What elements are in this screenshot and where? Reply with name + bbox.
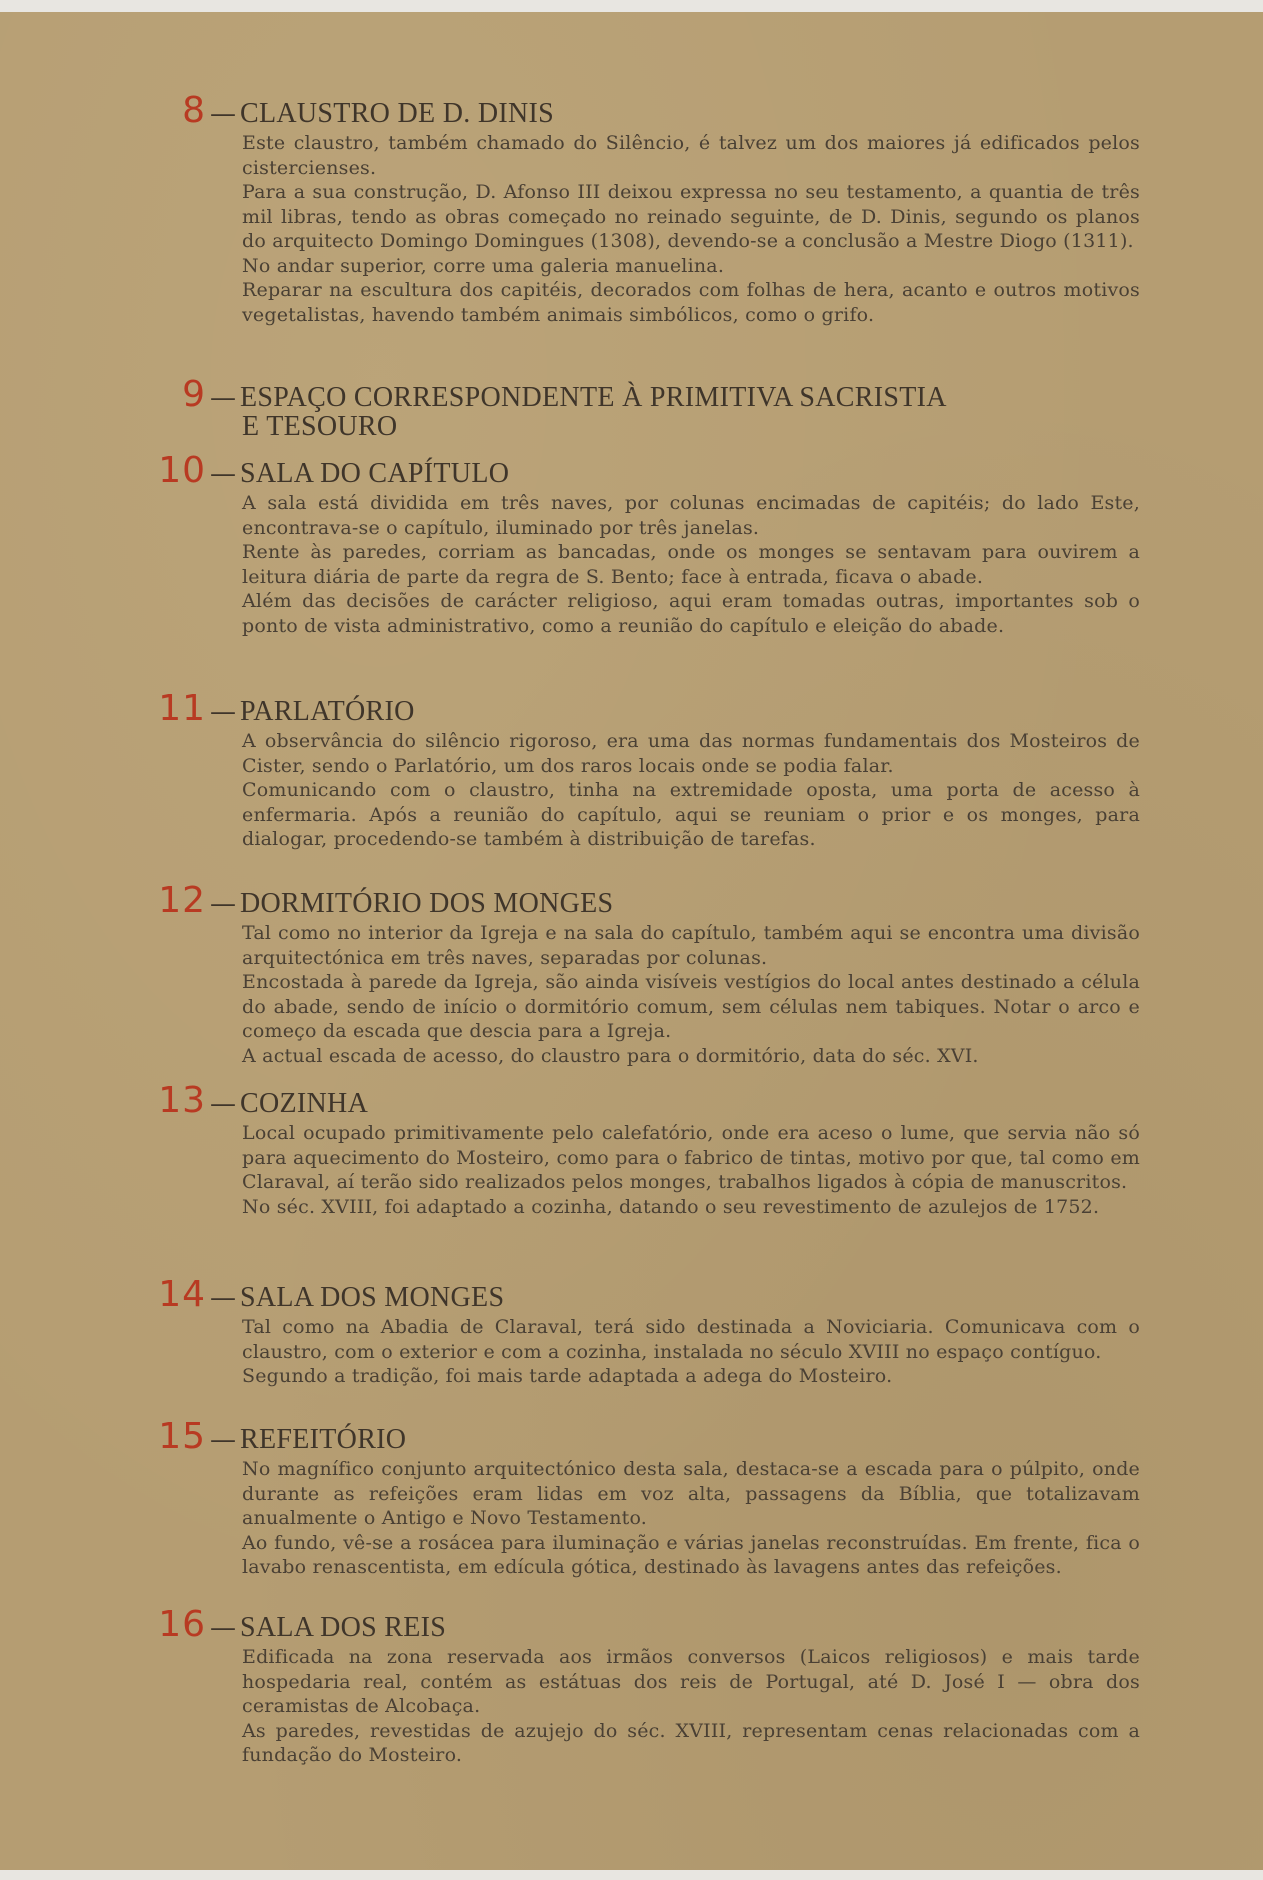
- paragraph: As paredes, revestidas de azujejo do séc. XVIII, representam cenas relacionadas com a fundação do Mosteiro.: [242, 1719, 1140, 1766]
- paragraph: No magnífico conjunto arquitectónico desta sala, destaca-se a escada para o púlpito, onde durante as refeições eram lidas em voz alta, passagens da Bíblia, que totalizavam anualmente o Antigo e Novo Testamento.: [242, 1458, 1140, 1529]
- section-10: [130, 450, 1140, 638]
- section-number: 9: [182, 374, 206, 415]
- paragraph: Edificada na zona reservada aos irmãos conversos (Laicos religiosos) e mais tarde hospedaria real, contém as estátuas dos reis de Portugal, até D. José I — obra dos ceramistas de Alcobaça.: [242, 1646, 1140, 1717]
- section-heading: [130, 880, 1140, 921]
- section-heading: [130, 688, 1140, 729]
- heading-dash: —: [210, 459, 236, 489]
- paragraph: Tal como no interior da Igreja e na sala do capítulo, também aqui se encontra uma divisão arquitectónica em três naves, separadas por colunas.: [242, 922, 1140, 969]
- section-number: 13: [158, 1080, 206, 1121]
- section-body: [242, 921, 1140, 1068]
- section-title: ESPAÇO CORRESPONDENTE À PRIMITIVA SACRISTIA: [240, 382, 947, 413]
- section-heading: [130, 1416, 1140, 1457]
- section-heading: [130, 1604, 1140, 1645]
- document-page: [0, 12, 1263, 1870]
- section-12: [130, 880, 1140, 1068]
- section-title: CLAUSTRO DE D. DINIS: [240, 98, 554, 129]
- paragraph: Ao fundo, vê-se a rosácea para iluminação e várias janelas reconstruídas. Em frente, fica o lavabo renascentista, em edícula gótica, destinado às lavagens antes das refeições.: [242, 1531, 1140, 1578]
- section-heading: [130, 1274, 1140, 1315]
- paragraph: Local ocupado primitivamente pelo calefatório, onde era aceso o lume, que servia não só para aquecimento do Mosteiro, como para o fabrico de tintas, motivo por que, tal como em Claraval, aí terão sido realizados pelos monges, trabalhos ligados à cópia de manuscritos.: [242, 1122, 1140, 1193]
- paragraph: Para a sua construção, D. Afonso III deixou expressa no seu testamento, a quantia de três mil libras, tendo as obras começado no reinado seguinte, de D. Dinis, segundo os planos do arquitecto Domingo Domingues (1308), devendo-se a conclusão a Mestre Diogo (1311).: [242, 181, 1140, 252]
- section-title-continuation: E TESOURO: [242, 411, 398, 442]
- section-title: PARLATÓRIO: [240, 696, 415, 727]
- section-body: [242, 1121, 1140, 1219]
- paragraph: A actual escada de acesso, do claustro para o dormitório, data do séc. XVI.: [242, 1044, 979, 1067]
- section-13: [130, 1080, 1140, 1219]
- section-number: 10: [158, 450, 206, 491]
- paragraph: Este claustro, também chamado do Silêncio, é talvez um dos maiores já edificados pelos cistercienses.: [242, 132, 1140, 179]
- section-title: SALA DOS REIS: [240, 1612, 447, 1643]
- heading-dash: —: [210, 1425, 236, 1455]
- paragraph: No séc. XVIII, foi adaptado a cozinha, datando o seu revestimento de azulejos de 1752.: [242, 1195, 1100, 1218]
- heading-dash: —: [210, 99, 236, 129]
- section-number: 16: [158, 1604, 206, 1645]
- section-title: REFEITÓRIO: [240, 1424, 407, 1455]
- section-heading: [130, 1080, 1140, 1121]
- paragraph: A sala está dividida em três naves, por colunas encimadas de capitéis; do lado Este, encontrava-se o capítulo, iluminado por três janelas.: [242, 492, 1140, 539]
- paragraph: A observância do silêncio rigoroso, era uma das normas fundamentais dos Mosteiros de Cister, sendo o Parlatório, um dos raros locais onde se podia falar.: [242, 730, 1140, 777]
- paragraph: Reparar na escultura dos capitéis, decorados com folhas de hera, acanto e outros motivos vegetalistas, havendo também animais simbólicos, como o grifo.: [242, 279, 1140, 326]
- section-heading: [130, 374, 1140, 415]
- section-15: [130, 1416, 1140, 1580]
- section-number: 12: [158, 880, 206, 921]
- paragraph: Segundo a tradição, foi mais tarde adaptada a adega do Mosteiro.: [242, 1365, 893, 1387]
- section-body: [242, 729, 1140, 852]
- section-title: COZINHA: [240, 1088, 369, 1119]
- paragraph: Comunicando com o claustro, tinha na extremidade oposta, uma porta de acesso à enfermaria. Após a reunião do capítulo, aqui se reuniam o prior e os monges, para dialogar, procedendo-se também à distribuição de tarefas.: [242, 779, 1140, 850]
- section-heading: [130, 90, 1140, 131]
- section-title: SALA DO CAPÍTULO: [240, 458, 510, 489]
- section-number: 11: [158, 688, 206, 729]
- section-9: [130, 374, 1140, 443]
- section-16: [130, 1604, 1140, 1768]
- paragraph: No andar superior, corre uma galeria manuelina.: [242, 254, 725, 277]
- heading-dash: —: [210, 697, 236, 727]
- section-title: SALA DOS MONGES: [240, 1282, 505, 1313]
- paragraph: Tal como na Abadia de Claraval, terá sido destinada a Noviciaria. Comunicava com o claustro, com o exterior e com a cozinha, instalada no século XVIII no espaço contíguo.: [242, 1316, 1140, 1363]
- section-number: 8: [182, 90, 206, 131]
- heading-dash: —: [210, 1613, 236, 1643]
- section-8: [130, 90, 1140, 327]
- heading-dash: —: [210, 1283, 236, 1313]
- section-11: [130, 688, 1140, 852]
- paragraph: Além das decisões de carácter religioso, aqui eram tomadas outras, importantes sob o ponto de vista administrativo, como a reunião do capítulo e eleição do abade.: [242, 590, 1140, 637]
- section-number: 15: [158, 1416, 206, 1457]
- section-body: [242, 1645, 1140, 1768]
- section-title: DORMITÓRIO DOS MONGES: [240, 888, 614, 919]
- section-body: [242, 1457, 1140, 1580]
- heading-dash: —: [210, 889, 236, 919]
- heading-dash: —: [210, 1089, 236, 1119]
- paragraph: Rente às paredes, corriam as bancadas, onde os monges se sentavam para ouvirem a leitura diária de parte da regra de S. Bento; face à entrada, ficava o abade.: [242, 541, 1140, 588]
- section-body: [242, 491, 1140, 638]
- section-14: [130, 1274, 1140, 1389]
- section-heading: [130, 450, 1140, 491]
- section-body: [242, 1315, 1140, 1389]
- section-body: [242, 131, 1140, 327]
- heading-dash: —: [210, 383, 236, 413]
- section-number: 14: [158, 1274, 206, 1315]
- paragraph: Encostada à parede da Igreja, são ainda visíveis vestígios do local antes destinado a célula do abade, sendo de início o dormitório comum, sem células nem tabiques. Notar o arco e começo da escada que descia para a Igreja.: [242, 971, 1140, 1042]
